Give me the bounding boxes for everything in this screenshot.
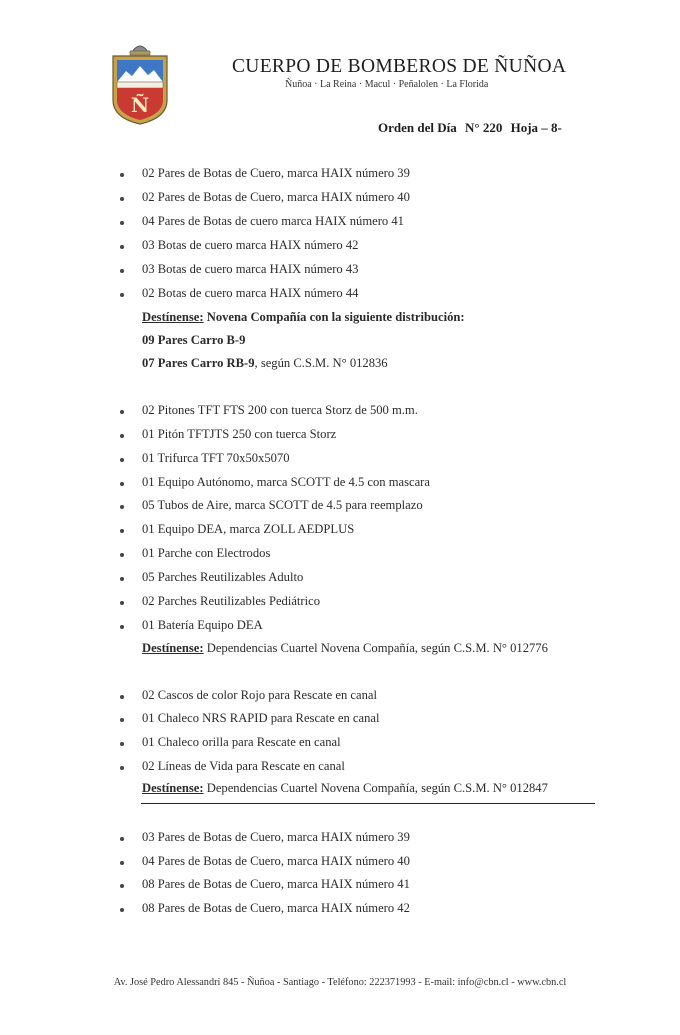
destination-line (142, 310, 465, 325)
destination-text: Novena Compañía con la siguiente distribución: (206, 310, 465, 324)
order-number: N° 220 (464, 120, 503, 135)
list-item: 01 Trifurca TFT 70x50x5070 (142, 451, 290, 465)
destination-label: Destínense: (142, 641, 204, 655)
list-item: 02 Pares de Botas de Cuero, marca HAIX número 39 (142, 166, 410, 180)
list-item: 02 Líneas de Vida para Rescate en canal (142, 759, 345, 773)
fire-department-crest-logo (110, 38, 170, 126)
list-item: 02 Pitones TFT FTS 200 con tuerca Storz de 500 m.m. (142, 403, 418, 417)
destination-text: Dependencias Cuartel Novena Compañía, según C.S.M. N° 012847 (206, 781, 548, 795)
list-item: 02 Pares de Botas de Cuero, marca HAIX número 40 (142, 190, 410, 204)
list-item: 08 Pares de Botas de Cuero, marca HAIX número 41 (142, 877, 410, 891)
list-item: 08 Pares de Botas de Cuero, marca HAIX número 42 (142, 901, 410, 915)
list-item: 03 Botas de cuero marca HAIX número 42 (142, 238, 359, 252)
distribution-bold: 07 Pares Carro RB-9 (142, 356, 255, 370)
list-item: 04 Pares de Botas de Cuero, marca HAIX número 40 (142, 854, 410, 868)
list-item: 01 Equipo Autónomo, marca SCOTT de 4.5 con mascara (142, 475, 430, 489)
order-of-the-day-heading (378, 120, 567, 136)
list-item: 01 Batería Equipo DEA (142, 618, 263, 632)
destination-text: Dependencias Cuartel Novena Compañía, según C.S.M. N° 012776 (206, 641, 548, 655)
list-item: 05 Tubos de Aire, marca SCOTT de 4.5 para reemplazo (142, 498, 423, 512)
list-item: 05 Parches Reutilizables Adulto (142, 570, 304, 584)
distribution-rest: , según C.S.M. N° 012836 (254, 356, 388, 370)
organization-communes: Ñuñoa · La Reina · Macul · Peñalolen · La Florida (285, 79, 489, 90)
list-item: 03 Pares de Botas de Cuero, marca HAIX número 39 (142, 830, 410, 844)
footer-contact-info: Av. José Pedro Alessandri 845 - Ñuñoa - Santiago - Teléfono: 222371993 - E-mail: info@cbn.cl - www.cbn.cl (113, 977, 567, 988)
organization-name: CUERPO DE BOMBEROS DE ÑUÑOA (232, 56, 567, 77)
sheet-number: Hoja – 8- (510, 120, 562, 135)
destination-line (142, 641, 548, 656)
destination-label: Destínense: (142, 310, 204, 324)
section-divider (141, 803, 595, 804)
list-item: 04 Pares de Botas de cuero marca HAIX número 41 (142, 214, 404, 228)
list-item: 01 Chaleco NRS RAPID para Rescate en canal (142, 711, 380, 725)
destination-line (142, 781, 548, 796)
destination-label: Destínense: (142, 781, 204, 795)
list-item: 02 Cascos de color Rojo para Rescate en canal (142, 688, 377, 702)
order-label: Orden del Día (378, 120, 457, 135)
logo-letter-n: Ñ (130, 93, 150, 117)
list-item: 03 Botas de cuero marca HAIX número 43 (142, 262, 359, 276)
list-item: 01 Equipo DEA, marca ZOLL AEDPLUS (142, 522, 355, 536)
distribution-bold: 09 Pares Carro B-9 (142, 333, 246, 347)
list-item: 01 Pitón TFTJTS 250 con tuerca Storz (142, 427, 337, 441)
list-item: 01 Chaleco orilla para Rescate en canal (142, 735, 341, 749)
list-item: 02 Botas de cuero marca HAIX número 44 (142, 286, 359, 300)
list-item: 02 Parches Reutilizables Pediátrico (142, 594, 321, 608)
list-item: 01 Parche con Electrodos (142, 546, 271, 560)
distribution-line (142, 333, 245, 348)
distribution-line (142, 356, 388, 371)
